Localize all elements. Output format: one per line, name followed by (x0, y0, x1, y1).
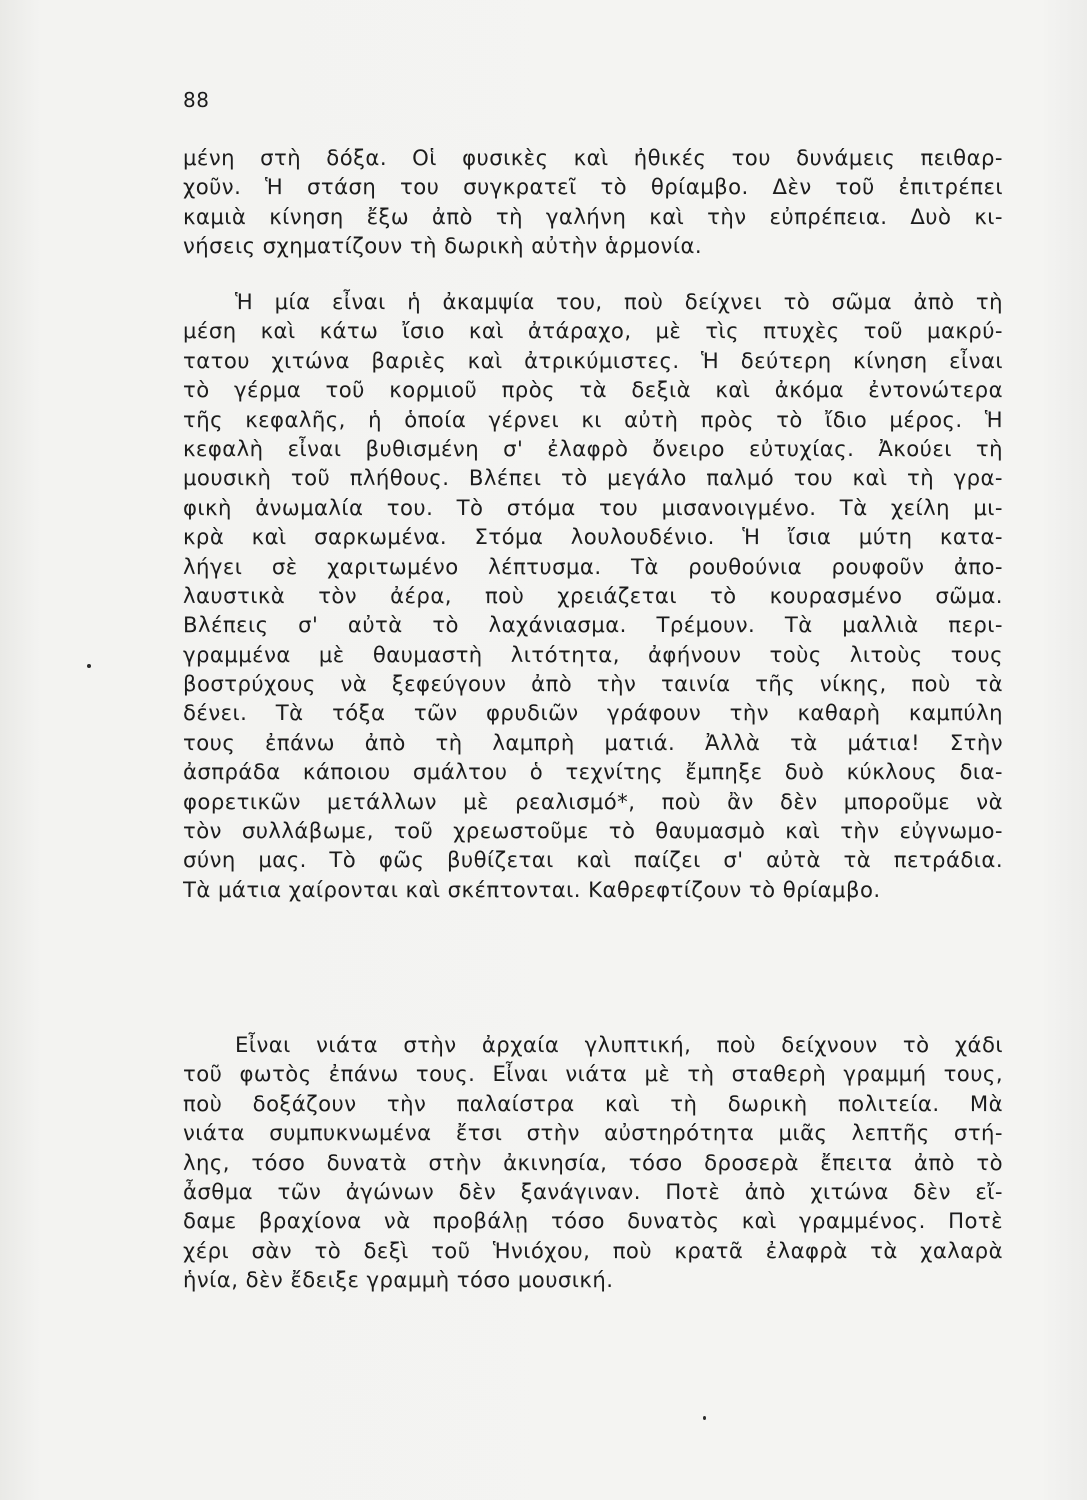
text-line: δένει. Τὰ τόξα τῶν φρυδιῶν γράφουν τὴν καθαρὴ καμπύλη (183, 700, 1003, 726)
text-line: μέση καὶ κάτω ἴσιο καὶ ἀτάραχο, μὲ τὶς πτυχὲς τοῦ μακρύ- (183, 318, 1003, 344)
paragraph-1 (183, 143, 1003, 261)
text-line: κεφαλὴ εἶναι βυθισμένη σ' ἐλαφρὸ ὄνειρο εὐτυχίας. Ἀκούει τὴ (183, 435, 1003, 461)
text-line: μουσικὴ τοῦ πλήθους. Βλέπει τὸ μεγάλο παλμό του καὶ τὴ γρα- (183, 465, 1003, 491)
text-line: βοστρύχους νὰ ξεφεύγουν ἀπὸ τὴν ταινία τῆς νίκης, ποὺ τὰ (183, 671, 1003, 697)
text-line: τὸ γέρμα τοῦ κορμιοῦ πρὸς τὰ δεξιὰ καὶ ἀκόμα ἐντονώτερα (183, 377, 1003, 403)
text-line: ποὺ δοξάζουν τὴν παλαίστρα καὶ τὴ δωρικὴ πολιτεία. Μὰ (183, 1090, 1003, 1116)
scan-speck (703, 1416, 706, 1420)
text-line: τατου χιτώνα βαριὲς καὶ ἀτρικύμιστες. Ἡ δεύτερη κίνηση εἶναι (183, 347, 1003, 373)
paragraph-2 (183, 287, 1003, 904)
text-line: ἡνία, δὲν ἔδειξε γραμμὴ τόσο μουσική. (183, 1267, 614, 1293)
text-line: λης, τόσο δυνατὰ στὴν ἀκινησία, τόσο δροσερὰ ἔπειτα ἀπὸ τὸ (183, 1149, 1003, 1175)
text-line: νήσεις σχηματίζουν τὴ δωρικὴ αὐτὴν ἁρμονία. (183, 233, 703, 259)
text-line: γραμμένα μὲ θαυμαστὴ λιτότητα, ἀφήνουν τοὺς λιτοὺς τους (183, 641, 1003, 667)
text-line: Βλέπεις σ' αὐτὰ τὸ λαχάνιασμα. Τρέμουν. Τὰ μαλλιὰ περι- (183, 612, 1003, 638)
text-line: τὸν συλλάβωμε, τοῦ χρεωστοῦμε τὸ θαυμασμὸ καὶ τὴν εὐγνωμο- (183, 818, 1003, 844)
text-line: ἀσπράδα κάποιου σμάλτου ὁ τεχνίτης ἔμπηξε δυὸ κύκλους δια- (183, 759, 1003, 785)
text-line: καμιὰ κίνηση ἔξω ἀπὸ τὴ γαλήνη καὶ τὴν εὐπρέπεια. Δυὸ κι- (183, 203, 1003, 229)
text-line: ἆσθμα τῶν ἀγώνων δὲν ξανάγιναν. Ποτὲ ἀπὸ χιτώνα δὲν εἴ- (183, 1178, 1003, 1204)
text-line: φορετικῶν μετάλλων μὲ ρεαλισμό*, ποὺ ἂν δὲν μποροῦμε νὰ (183, 788, 1003, 814)
page-number: 88 (183, 88, 210, 112)
text-line: δαμε βραχίονα νὰ προβάλῃ τόσο δυνατὸς καὶ γραμμένος. Ποτὲ (183, 1208, 1003, 1234)
text-line: νιάτα συμπυκνωμένα ἔτσι στὴν αὐστηρότητα μιᾶς λεπτῆς στή- (183, 1120, 1003, 1146)
text-line: τοῦ φωτὸς ἐπάνω τους. Εἶναι νιάτα μὲ τὴ σταθερὴ γραμμή τους, (183, 1061, 1003, 1087)
text-line: λήγει σὲ χαριτωμένο λέπτυσμα. Τὰ ρουθούνια ρουφοῦν ἀπο- (183, 553, 1003, 579)
text-line: Τὰ μάτια χαίρονται καὶ σκέπτονται. Καθρεφτίζουν τὸ θρίαμβο. (183, 876, 881, 902)
text-line: Ἡ μία εἶναι ἡ ἀκαμψία του, ποὺ δείχνει τὸ σῶμα ἀπὸ τὴ (235, 289, 1003, 314)
text-line: φικὴ ἀνωμαλία του. Τὸ στόμα του μισανοιγμένο. Τὰ χείλη μι- (183, 494, 1003, 520)
text-line: μένη στὴ δόξα. Οἱ φυσικὲς καὶ ἠθικές του δυνάμεις πειθαρ- (183, 145, 1003, 170)
paragraph-3 (183, 1030, 1003, 1295)
text-line: τῆς κεφαλῆς, ἡ ὁποία γέρνει κι αὐτὴ πρὸς τὸ ἴδιο μέρος. Ἡ (183, 406, 1003, 432)
text-line: Εἶναι νιάτα στὴν ἀρχαία γλυπτική, ποὺ δείχνουν τὸ χάδι (235, 1032, 1003, 1057)
text-line: κρὰ καὶ σαρκωμένα. Στόμα λουλουδένιο. Ἡ ἴσια μύτη κατα- (183, 524, 1003, 550)
text-line: χέρι σὰν τὸ δεξὶ τοῦ Ἡνιόχου, ποὺ κρατᾶ ἐλαφρὰ τὰ χαλαρὰ (183, 1237, 1003, 1263)
text-line: σύνη μας. Τὸ φῶς βυθίζεται καὶ παίζει σ' αὐτὰ τὰ πετράδια. (183, 847, 1003, 873)
scan-speck (87, 664, 91, 668)
text-line: χοῦν. Ἡ στάση του συγκρατεῖ τὸ θρίαμβο. Δὲν τοῦ ἐπιτρέπει (183, 174, 1003, 200)
text-line: τους ἐπάνω ἀπὸ τὴ λαμπρὴ ματιά. Ἀλλὰ τὰ μάτια! Στὴν (183, 729, 1003, 755)
text-line: λαυστικὰ τὸν ἀέρα, ποὺ χρειάζεται τὸ κουρασμένο σῶμα. (183, 582, 1003, 608)
